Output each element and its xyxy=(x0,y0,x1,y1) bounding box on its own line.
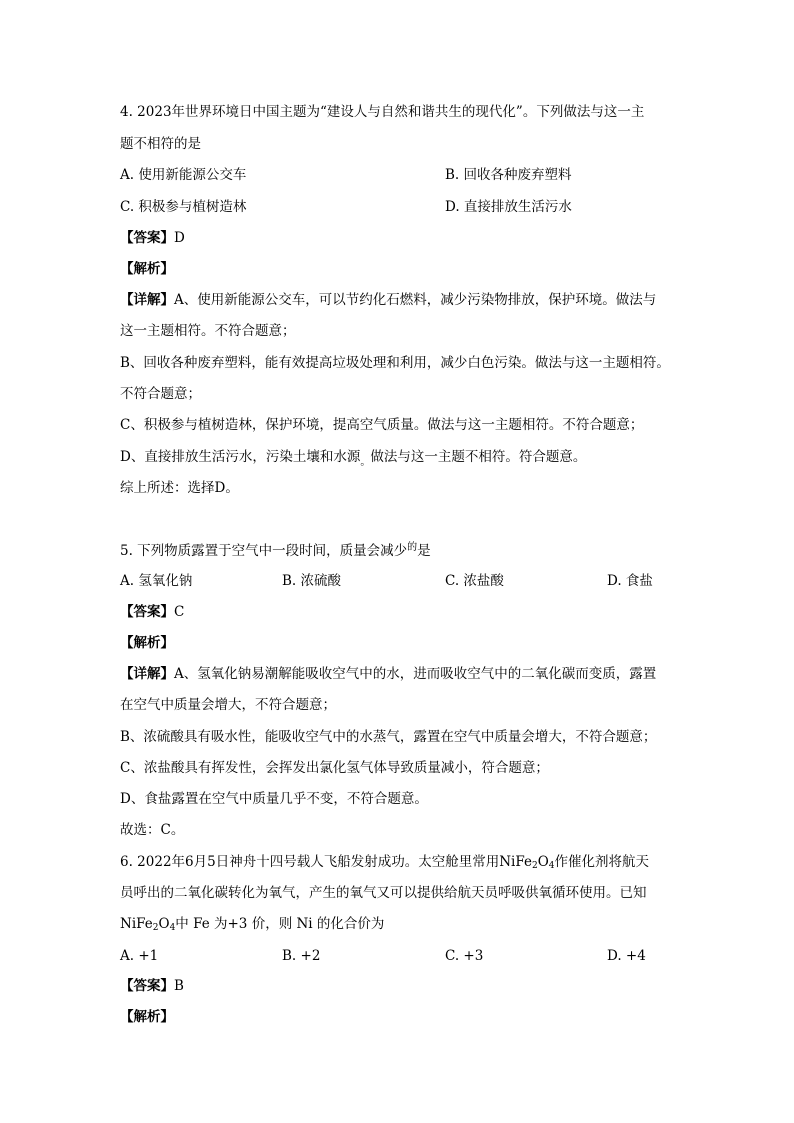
q4-option-a: A. 使用新能源公交车 xyxy=(120,167,247,183)
stem-small-char: 的 xyxy=(407,542,418,553)
detail-text: A、使用新能源公交车，可以节约化石燃料，减少污染物排放，保护环境。做法与 xyxy=(174,292,657,308)
answer-label: 【答案】 xyxy=(120,230,174,246)
q4-stem-line1: 4. 2023年世界环境日中国主题为“建设人与自然和谐共生的现代化”。下列做法与这一主 xyxy=(120,104,645,120)
q6-stem-line1 xyxy=(120,852,649,872)
q5-option-c: C. 浓盐酸 xyxy=(445,573,504,589)
q4-detail-line6 xyxy=(120,447,586,469)
q5-detail-line2: 在空气中质量会增大，不符合题意； xyxy=(120,697,336,713)
q5-detail-line4: C、浓盐酸具有挥发性，会挥发出氯化氢气体导致质量减小，符合题意； xyxy=(120,760,549,776)
stem-text: 作催化剂将航天 xyxy=(554,854,650,870)
q5-analysis-label: 【解析】 xyxy=(120,635,174,651)
stem-text: 6. 2022年6月5日神舟十四号载人飞船发射成功。太空舱里常用 xyxy=(120,854,500,870)
answer-value: C xyxy=(174,604,185,620)
q4-detail-line5: C、积极参与植树造林，保护环境，提高空气质量。做法与这一主题相符。不符合题意； xyxy=(120,417,644,433)
q6-option-a: A. +1 xyxy=(120,948,159,964)
detail-label: 【详解】 xyxy=(120,292,174,308)
formula-part: NiFe xyxy=(120,916,153,932)
q5-answer xyxy=(120,602,184,622)
stem-text: 中 Fe 为+3 价，则 Ni 的化合价为 xyxy=(175,916,385,932)
q6-option-c: C. +3 xyxy=(445,948,484,964)
formula-part: NiFe xyxy=(499,854,532,870)
q6-stem-line2: 员呼出的二氧化碳转化为氧气，产生的氧气又可以提供给航天员呼吸供氧循环使用。已知 xyxy=(120,885,647,901)
q6-option-b: B. +2 xyxy=(282,948,321,964)
q4-option-d: D. 直接排放生活污水 xyxy=(445,199,572,215)
detail-text: D、直接排放生活污水，污染土壤和水源 xyxy=(120,449,361,465)
q5-stem xyxy=(120,541,431,561)
answer-label: 【答案】 xyxy=(120,604,174,620)
q4-summary: 综上所述：选择D。 xyxy=(120,480,239,496)
q4-detail-line2: 这一主题相符。不符合题意； xyxy=(120,323,296,339)
q5-option-d: D. 食盐 xyxy=(607,573,653,589)
q5-detail-line5: D、食盐露置在空气中质量几乎不变，不符合题意。 xyxy=(120,791,428,807)
q4-option-b: B. 回收各种废弃塑料 xyxy=(445,167,572,183)
answer-value: B xyxy=(174,978,184,994)
detail-text: A、氢氧化钠易潮解能吸收空气中的水，进而吸收空气中的二氧化碳而变质，露置 xyxy=(174,666,657,682)
q4-answer xyxy=(120,228,185,248)
formula-subscript: 2 xyxy=(531,861,538,871)
q5-detail-line3: B、浓硫酸具有吸水性，能吸收空气中的水蒸气，露置在空气中质量会增大，不符合题意； xyxy=(120,729,657,745)
q4-detail-line3: B、回收各种废弃塑料，能有效提高垃圾处理和利用，减少白色污染。做法与这一主题相符。 xyxy=(120,355,670,371)
detail-punct: 。 xyxy=(360,457,371,468)
q4-option-c: C. 积极参与植树造林 xyxy=(120,199,247,215)
stem-text: 5. 下列物质露置于空气中一段时间，质量会减少 xyxy=(120,543,408,559)
q4-stem-line2: 题不相符的是 xyxy=(120,136,201,152)
answer-label: 【答案】 xyxy=(120,978,174,994)
formula-part: O xyxy=(537,854,549,870)
q5-summary: 故选：C。 xyxy=(120,822,185,838)
q4-detail-line1 xyxy=(120,290,656,310)
q4-detail-line4: 不符合题意； xyxy=(120,386,201,402)
q6-analysis-label: 【解析】 xyxy=(120,1009,174,1025)
formula-part: O xyxy=(158,916,170,932)
formula-subscript: 2 xyxy=(152,923,159,933)
detail-label: 【详解】 xyxy=(120,666,174,682)
answer-value: D xyxy=(174,230,185,246)
q5-detail-line1 xyxy=(120,664,656,684)
stem-text: 是 xyxy=(417,543,431,559)
q5-option-b: B. 浓硫酸 xyxy=(282,573,342,589)
q6-option-d: D. +4 xyxy=(607,948,646,964)
formula-subscript: 4 xyxy=(169,923,176,933)
detail-text: 做法与这一主题不相符。符合题意。 xyxy=(370,449,587,465)
formula-nife2o4 xyxy=(499,854,554,870)
q4-analysis-label: 【解析】 xyxy=(120,261,174,277)
formula-subscript: 4 xyxy=(548,861,555,871)
formula-nife2o4 xyxy=(120,916,175,932)
q5-option-a: A. 氢氧化钠 xyxy=(120,573,193,589)
q6-stem-line3 xyxy=(120,914,384,934)
q6-answer xyxy=(120,976,184,996)
